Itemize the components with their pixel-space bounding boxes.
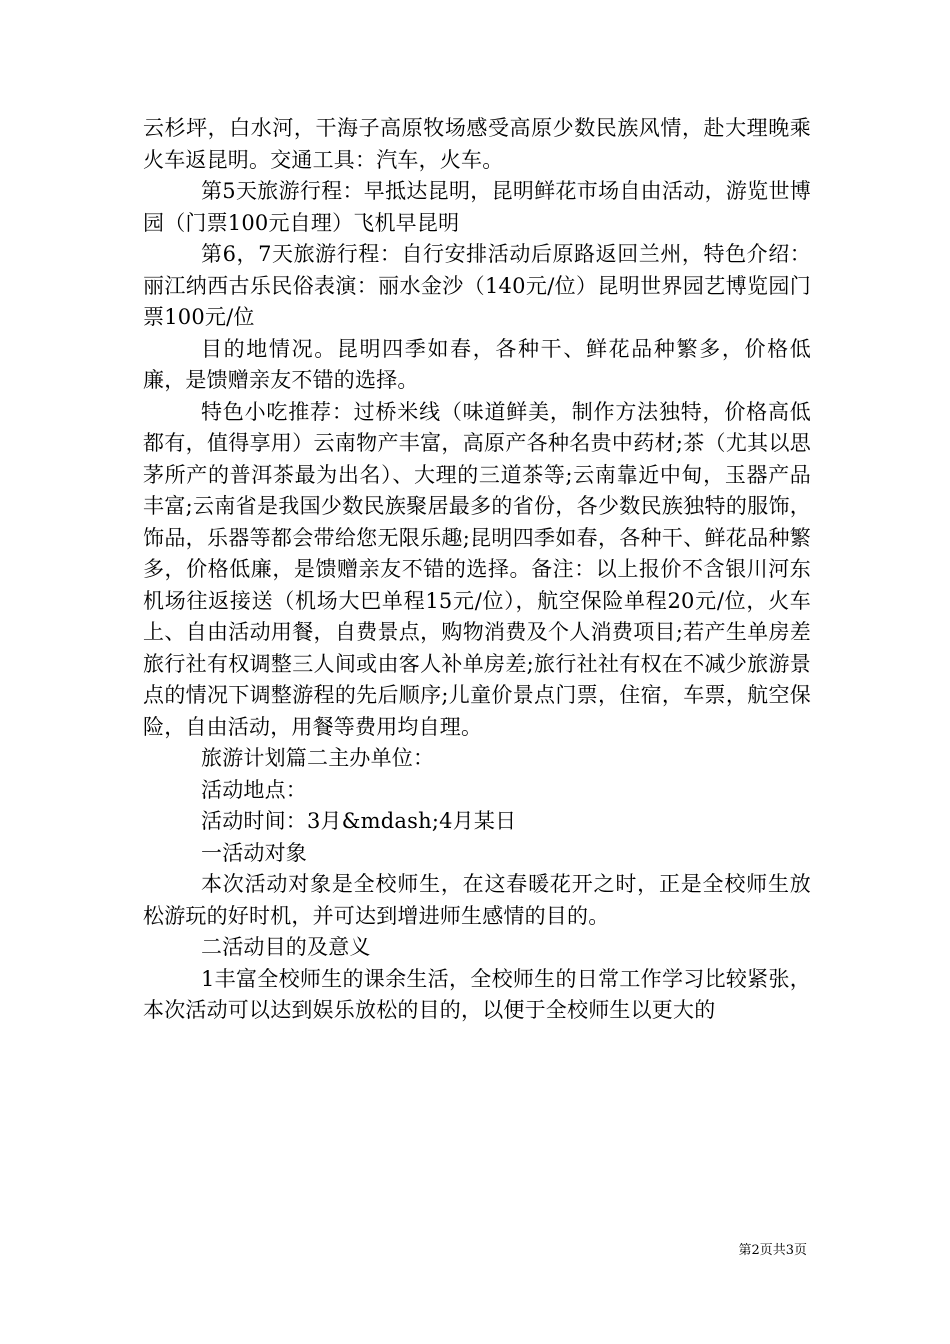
heading-purpose: 二活动目的及意义 [201,935,371,959]
page-number: 第2页共3页 [738,1243,807,1258]
paragraph-organizer: 旅游计划篇二主办单位： [201,746,435,770]
heading-activity-audience: 一活动对象 [201,840,307,865]
paragraph-destination-info: 目的地情况。昆明四季如春，各种干、鲜花品种繁多，价格低廉，是馈赠亲友不错的选择。 [143,336,811,392]
paragraph-itinerary-day5: 第5天旅游行程：早抵达昆明，昆明鲜花市场自由活动，游览世博园（门票100元自理）飞机早昆明 [143,179,811,235]
paragraph-time: 活动时间：3月&mdash;4月某日 [201,809,517,833]
paragraph-itinerary-day6-7: 第6，7天旅游行程：自行安排活动后原路返回兰州，特色介绍：丽江纳西古乐民俗表演：丽水金沙（140元/位）昆明世界园艺博览园门票100元/位 [143,242,811,329]
document-body [143,113,811,1027]
paragraph-activity-audience: 本次活动对象是全校师生，在这春暖花开之时，正是全校师生放松游玩的好时机，并可达到增进师生感情的目的。 [143,872,811,928]
paragraph-purpose-1: 1丰富全校师生的课余生活，全校师生的日常工作学习比较紧张，本次活动可以达到娱乐放松的目的，以便于全校师生以更大的 [143,966,811,1022]
paragraph-itinerary-day4-cont: 云杉坪，白水河，干海子高原牧场感受高原少数民族风情，赴大理晚乘火车返昆明。交通工具：汽车，火车。 [143,116,811,172]
paragraph-local-food: 特色小吃推荐：过桥米线（味道鲜美，制作方法独特，价格高低都有，值得享用）云南物产丰富，高原产各种名贵中药材;茶（尤其以思茅所产的普洱茶最为出名）、大理的三道茶等;云南靠近中甸，玉器产品丰富;云南省是我国少数民族聚居最多的省份，各少数民族独特的服饰，饰品，乐器等都会带给您无限乐趣;昆明四季如春，各种干、鲜花品种繁多，价格低廉，是馈赠亲友不错的选择。备注：以上报价不含银川河东机场往返接送（机场大巴单程15元/位），航空保险单程20元/位，火车上、自由活动用餐，自费景点，购物消费及个人消费项目;若产生单房差旅行社有权调整三人间或由客人补单房差;旅行社社有权在不减少旅游景点的情况下调整游程的先后顺序;儿童价景点门票，住宿，车票，航空保险，自由活动，用餐等费用均自理。 [143,399,811,739]
paragraph-location: 活动地点： [201,777,307,802]
